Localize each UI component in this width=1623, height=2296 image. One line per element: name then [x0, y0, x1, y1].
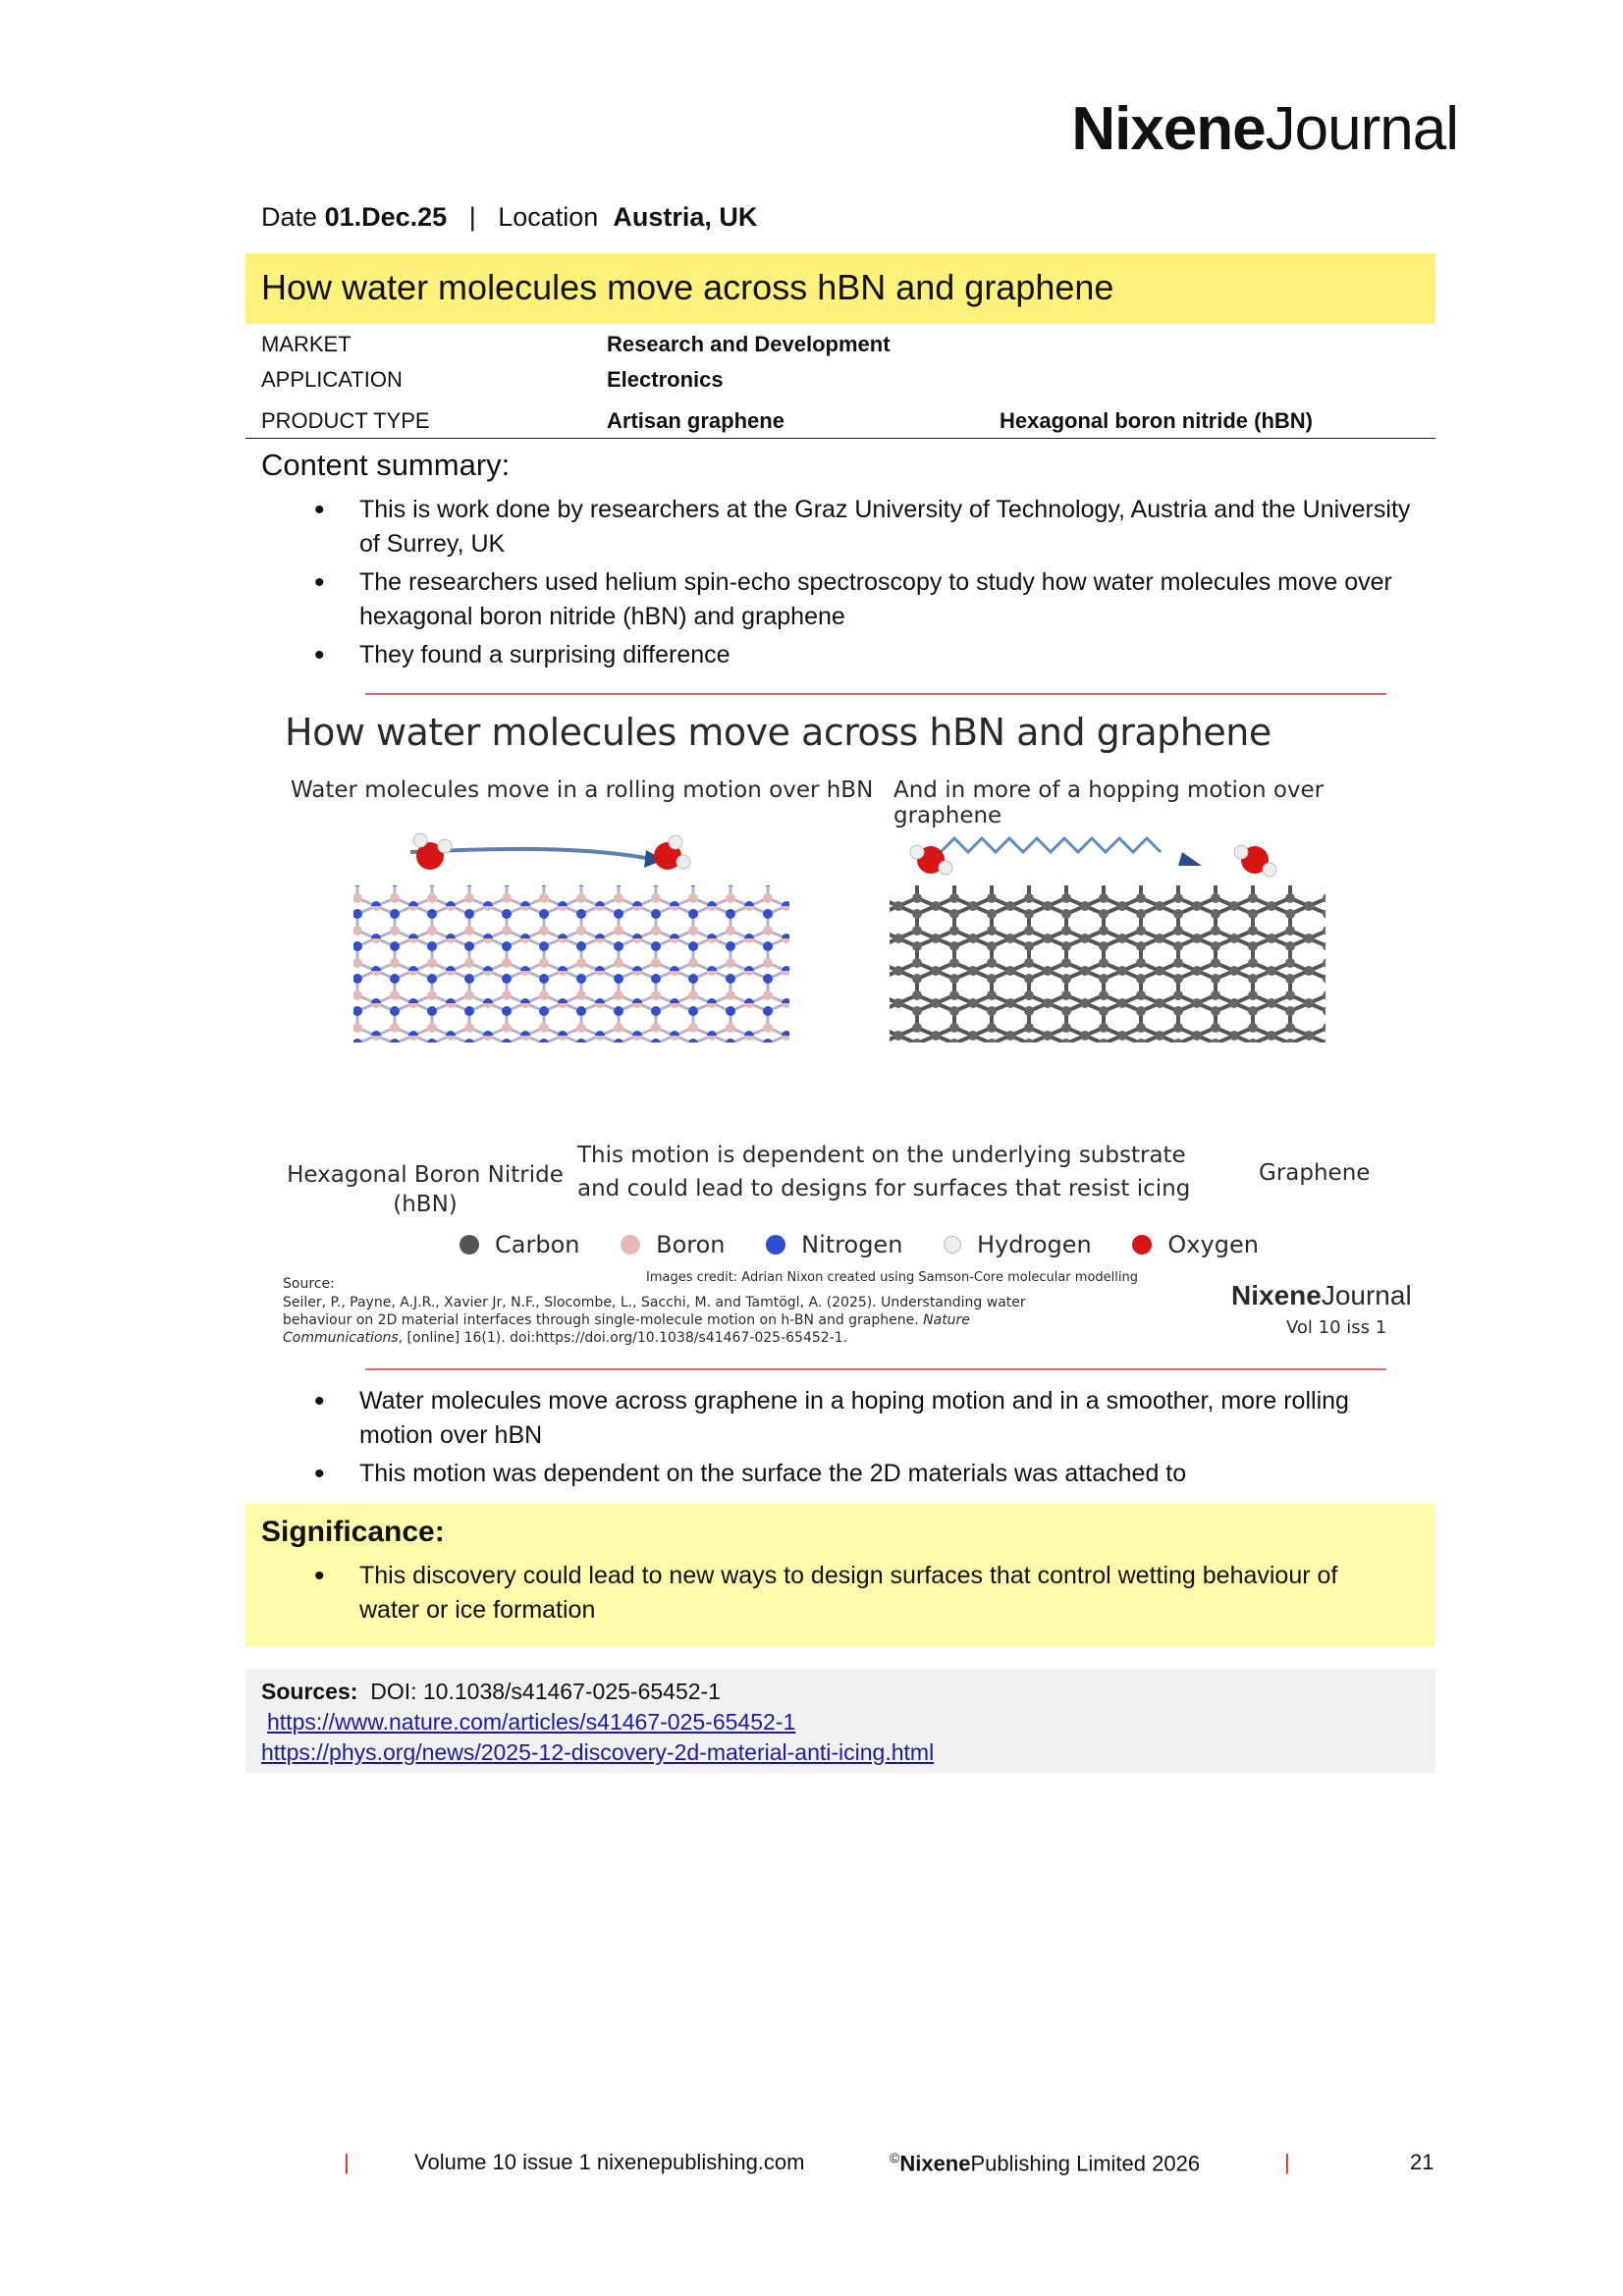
center-note-line-1: This motion is dependent on the underlying substrate [577, 1143, 1186, 1168]
divider-bottom [365, 1368, 1386, 1370]
brand-logo [1071, 94, 1458, 164]
divider-top [365, 693, 1386, 695]
legend-nitrogen: Nitrogen [801, 1231, 903, 1258]
figure-left-label [283, 1160, 568, 1219]
product-type-label: PRODUCT TYPE [261, 408, 430, 433]
footer-publisher-bold: Nixene [899, 2151, 971, 2176]
copyright-symbol: © [890, 2150, 900, 2165]
article-title-bar [245, 253, 1435, 324]
hbn-label-line-2: (hBN) [393, 1192, 458, 1217]
footer-publisher-rest: Publishing Limited 2026 [970, 2151, 1201, 2176]
info-row-product-type [245, 399, 1435, 439]
figure-brand-light: Journal [1321, 1280, 1412, 1310]
water-molecule-3 [910, 845, 952, 875]
date-value: 01.Dec.25 [324, 202, 448, 232]
list-item: • This motion was dependent on the surface the 2D materials was attached to [261, 1457, 1420, 1491]
water-molecule-1 [413, 833, 452, 870]
list-item: • This discovery could lead to new ways to design surfaces that control wetting behaviour of water or ice formation [261, 1559, 1400, 1628]
sources-box [245, 1669, 1435, 1773]
hopping-arrow [941, 838, 1161, 852]
citation-journal: Nature [923, 1312, 970, 1328]
sources-doi: DOI: 10.1038/s41467-025-65452-1 [370, 1679, 721, 1704]
footer-pipe-left: | [344, 2150, 350, 2174]
info-row-market [245, 328, 1435, 363]
findings-list [261, 1384, 1420, 1493]
footer-copyright [890, 2150, 1200, 2176]
boron-swatch-icon [621, 1235, 640, 1255]
list-item: • The researchers used helium spin-echo spectroscopy to study how water molecules move over hexagonal boron nitride (hBN) and graphene [261, 565, 1420, 634]
sources-label: Sources: [261, 1679, 358, 1704]
water-molecule-2 [654, 835, 690, 870]
source-link-phys[interactable]: https://phys.org/news/2025-12-discovery-2d-material-anti-icing.html [261, 1739, 935, 1765]
figure-right-caption: And in more of a hopping motion over graphene [893, 777, 1325, 828]
application-value: Electronics [607, 367, 724, 392]
citation-line-1: Seiler, P., Payne, A.J.R., Xavier Jr, N.F., Slocombe, L., Sacchi, M. and Tamtögl, A. (2025). Understanding water [283, 1295, 1026, 1310]
citation-line-2: behaviour on 2D material interfaces through single-molecule motion on h-BN and graphene. [283, 1312, 919, 1328]
product-type-value-2: Hexagonal boron nitride (hBN) [1000, 408, 1313, 433]
figure-citation [283, 1294, 1049, 1347]
graphene-label: Graphene [1259, 1160, 1371, 1186]
hydrogen-swatch-icon [944, 1236, 961, 1254]
page-number: 21 [1410, 2150, 1434, 2174]
graphene-lattice [890, 885, 1325, 1042]
figure-volume: Vol 10 iss 1 [1286, 1317, 1387, 1338]
product-type-value-1: Artisan graphene [607, 408, 784, 433]
figure-center-note [577, 1139, 1190, 1205]
water-molecule-4 [1234, 845, 1276, 877]
figure-water-motion [283, 711, 1434, 1347]
date-label: Date [261, 202, 318, 232]
citation-journal-2: Communications [283, 1330, 399, 1346]
figure-credit: Images credit: Adrian Nixon created using Samson-Core molecular modelling [646, 1270, 1138, 1285]
footer-volume-site: Volume 10 issue 1 nixenepublishing.com [414, 2150, 805, 2174]
market-value: Research and Development [607, 332, 891, 356]
market-label: MARKET [261, 332, 352, 356]
legend-boron: Boron [656, 1231, 726, 1258]
significance-heading: Significance: [261, 1516, 445, 1548]
summary-list [261, 493, 1420, 674]
summary-heading: Content summary: [261, 448, 511, 482]
legend-oxygen: Oxygen [1167, 1231, 1259, 1258]
info-row-application [245, 363, 1435, 399]
figure-legend [460, 1231, 1259, 1258]
hbn-lattice [353, 885, 789, 1042]
figure-brand-bold: Nixene [1231, 1280, 1322, 1310]
significance-box [245, 1504, 1435, 1647]
brand-bold: Nixene [1071, 95, 1266, 163]
article-title: How water molecules move across hBN and graphene [261, 267, 1114, 307]
nitrogen-swatch-icon [766, 1235, 785, 1255]
oxygen-swatch-icon [1132, 1235, 1152, 1255]
legend-hydrogen: Hydrogen [977, 1231, 1092, 1258]
hopping-arrowhead [1178, 852, 1202, 866]
carbon-swatch-icon [460, 1235, 479, 1255]
article-info-table [245, 328, 1435, 439]
figure-brand-logo [1231, 1280, 1412, 1311]
application-label: APPLICATION [261, 367, 403, 392]
source-link-nature[interactable]: https://www.nature.com/articles/s41467-025-65452-1 [267, 1709, 796, 1735]
center-note-line-2: and could lead to designs for surfaces that resist icing [577, 1176, 1191, 1201]
location-label: Location [498, 202, 599, 232]
brand-light: Journal [1265, 95, 1458, 163]
figure-illustration [283, 809, 1434, 1044]
hbn-label-line-1: Hexagonal Boron Nitride [287, 1162, 564, 1188]
list-item: • This is work done by researchers at the Graz University of Technology, Austria and the University of Surrey, UK [261, 493, 1420, 561]
citation-line-3: , [online] 16(1). doi:https://doi.org/10.1038/s41467-025-65452-1. [398, 1330, 848, 1346]
significance-list [261, 1559, 1400, 1629]
location-value: Austria, UK [613, 202, 758, 232]
list-item: • They found a surprising difference [261, 638, 1420, 672]
figure-title: How water molecules move across hBN and graphene [285, 711, 1271, 754]
figure-source-label: Source: [283, 1276, 335, 1292]
figure-left-caption: Water molecules move in a rolling motion over hBN [291, 777, 874, 803]
meta-separator: | [468, 202, 476, 232]
legend-carbon: Carbon [495, 1231, 580, 1258]
article-meta [261, 202, 757, 233]
sources-doi-line [261, 1679, 721, 1705]
list-item: • Water molecules move across graphene in a hoping motion and in a smoother, more rolling motion over hBN [261, 1384, 1420, 1453]
footer-pipe-right: | [1284, 2150, 1290, 2174]
